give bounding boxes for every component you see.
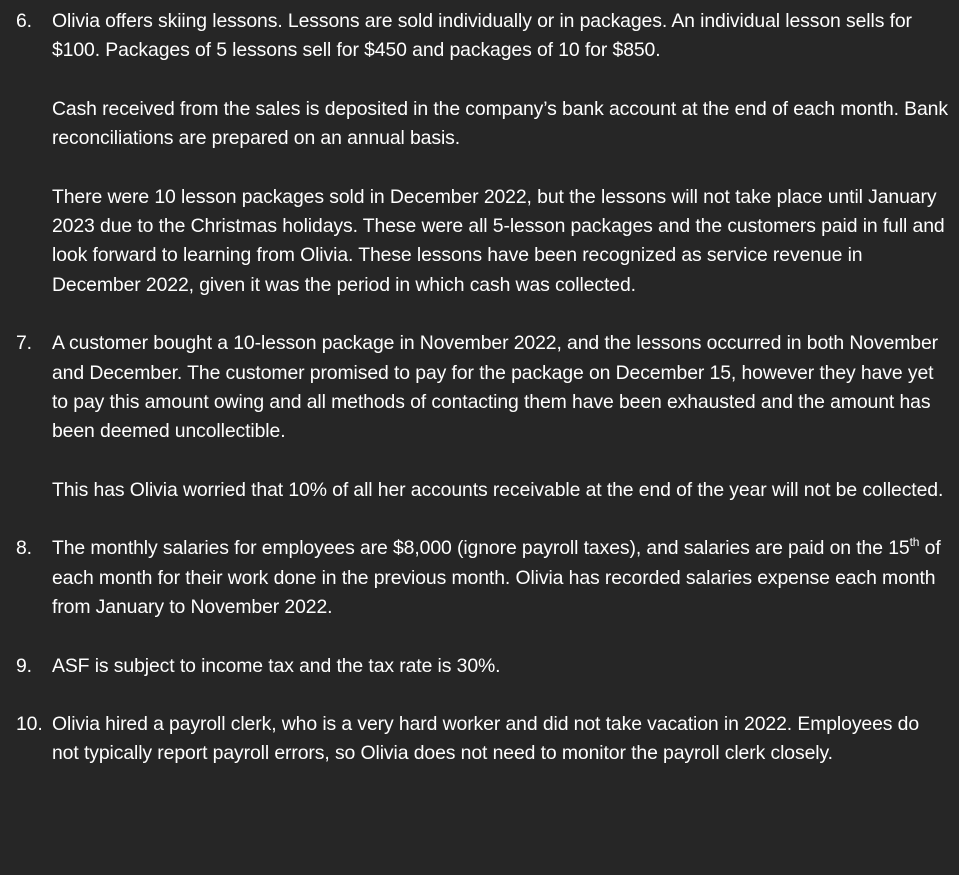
paragraph: There were 10 lesson packages sold in December 2022, but the lessons will not take place until January 2023 due to the Christmas holidays. These were all 5-lesson packages and the customers paid in full and look forward to learning from Olivia. These lessons have been recognized as service revenue in December 2022, given it was the period in which cash was collected. (52, 185, 945, 296)
paragraph: A customer bought a 10-lesson package in November 2022, and the lessons occurred in both November and December. The customer promised to pay for the package on December 15, however they have yet to pay this amount owing and all methods of contacting them have been exhausted and the amount has been deemed uncollectible. (52, 332, 939, 443)
item-number: 9. (16, 654, 32, 677)
list-item-9 (16, 652, 949, 681)
item-number: 8. (16, 537, 32, 560)
paragraph-text-end: of each month for their work done in the previous month. Olivia has recorded salaries expense each month from January to November 2022. (52, 537, 941, 618)
item-number: 6. (16, 10, 32, 32)
list-item-10 (16, 710, 949, 769)
paragraph (52, 534, 949, 622)
paragraph: Cash received from the sales is deposited in the company’s bank account at the end of each month. Bank reconciliations are prepared on an annual basis. (52, 97, 948, 150)
paragraph: Olivia hired a payroll clerk, who is a very hard worker and did not take vacation in 2022. Employees do not typically report payroll errors, so Olivia does not need to monitor the payroll clerk closely. (52, 713, 920, 765)
item-number: 10. (16, 713, 43, 736)
list-item-8 (16, 534, 949, 622)
paragraph: Olivia offers skiing lessons. Lessons are sold individually or in packages. An individual lesson sells for $100. Packages of 5 lessons sell for $450 and packages of 10 for $850. (52, 10, 912, 62)
item-number: 7. (16, 332, 32, 355)
list-item-7 (16, 329, 949, 505)
ordinal-superscript: th (909, 534, 920, 549)
paragraph-text-start: The monthly salaries for employees are $8,000 (ignore payroll taxes), and salaries are paid on the 15 (52, 537, 910, 560)
list-item-6 (16, 7, 949, 300)
paragraph: This has Olivia worried that 10% of all her accounts receivable at the end of the year will not be collected. (52, 478, 944, 501)
paragraph: ASF is subject to income tax and the tax rate is 30%. (52, 654, 501, 677)
